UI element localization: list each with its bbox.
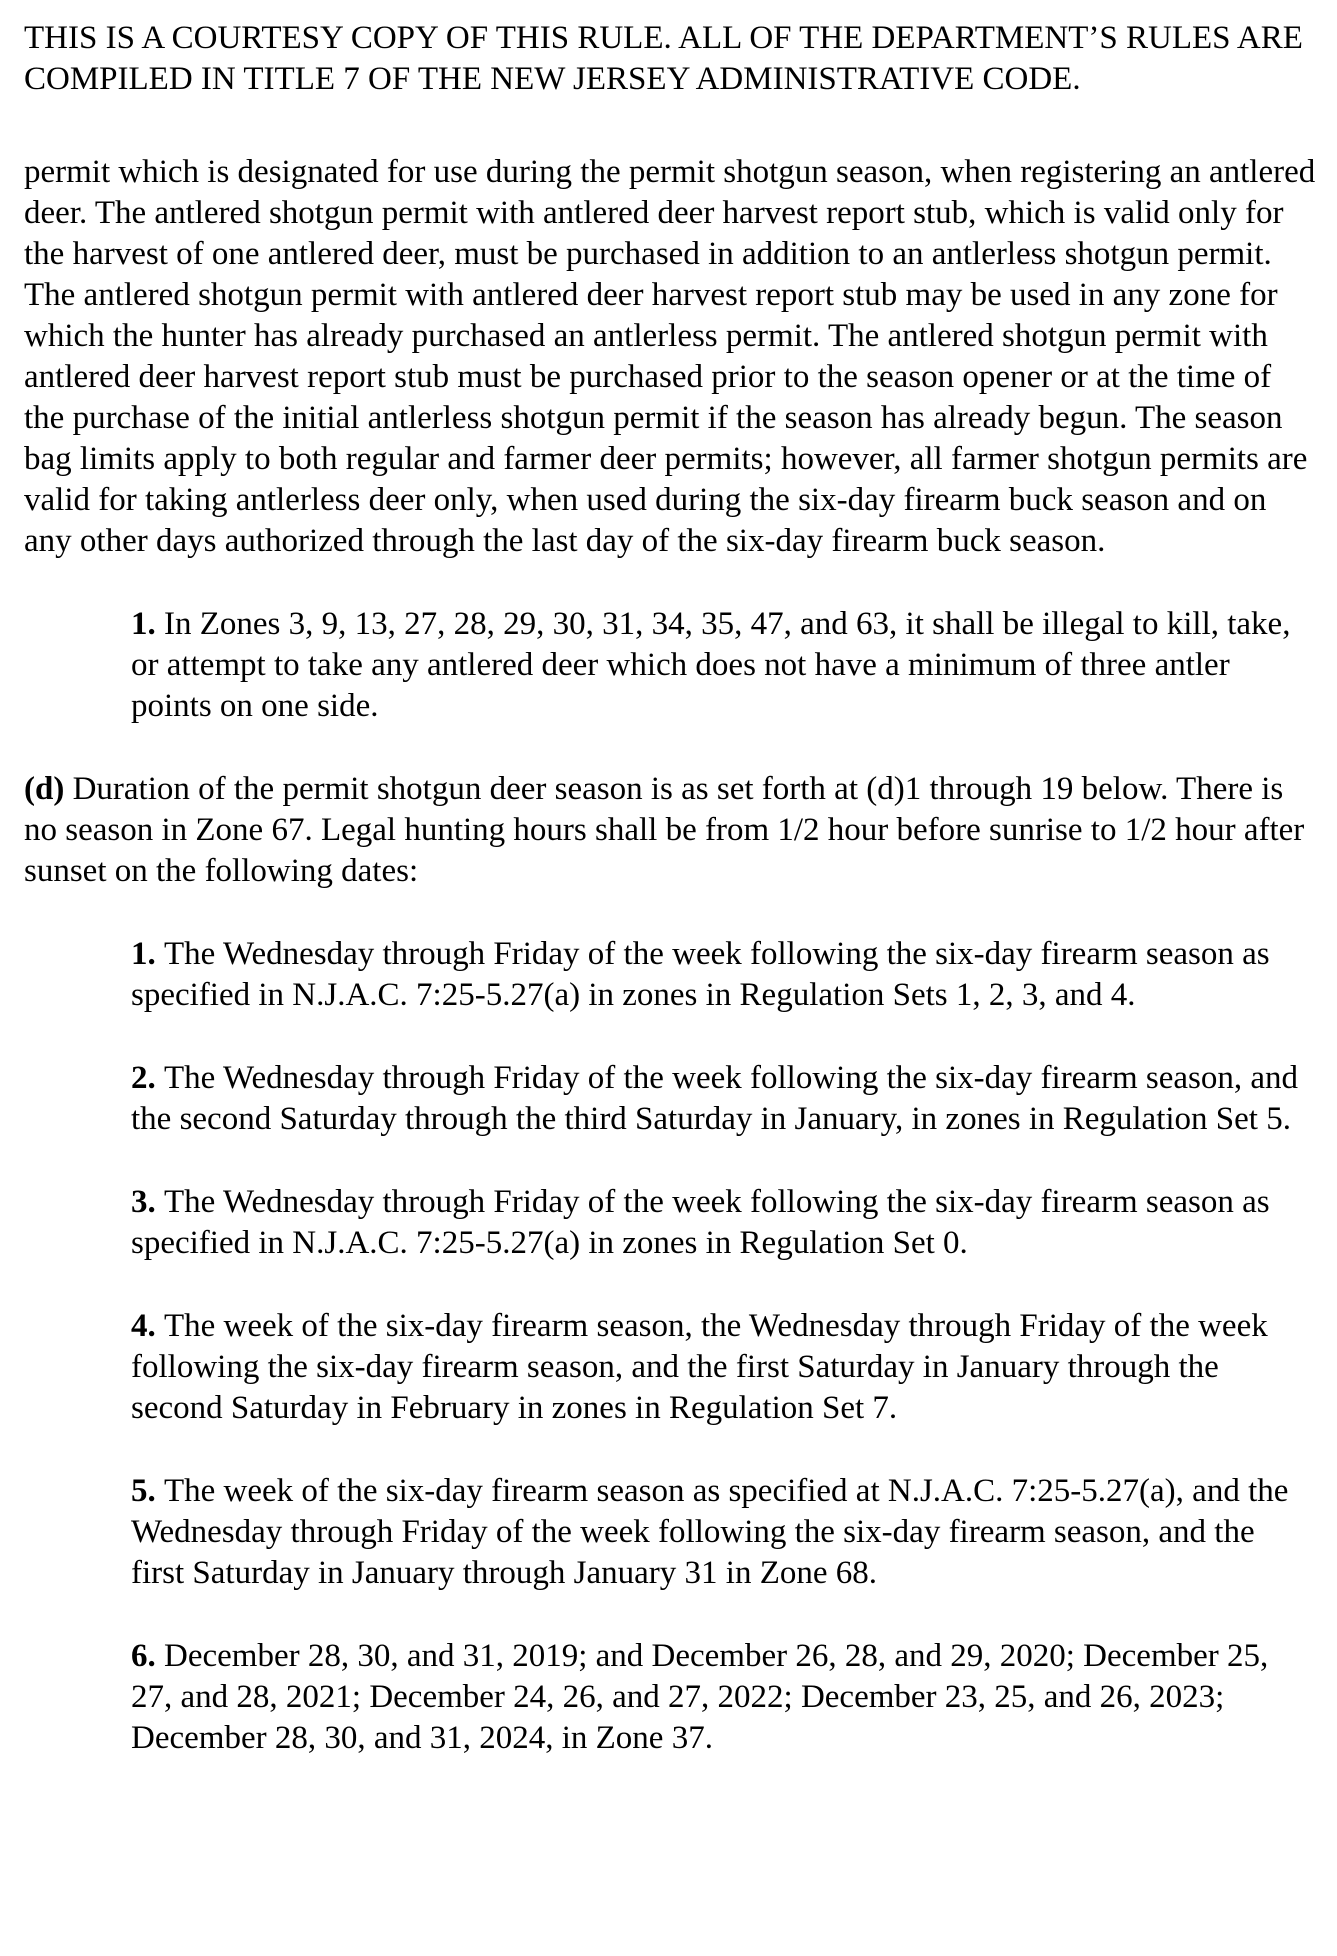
d-item-4-text: The week of the six-day firearm season, the Wednesday through Friday of the week following the six-day firearm season, and the first Saturday in January through the second Saturday in February in zones in Regulation Set 7. (131, 1308, 1268, 1426)
document-page (24, 18, 1319, 1759)
d-item-1 (131, 934, 1309, 1016)
d-item-2-text: The Wednesday through Friday of the week following the six-day firearm season, and the second Saturday through the third Saturday in January, in zones in Regulation Set 5. (131, 1060, 1299, 1137)
d-item-1-number: 1. (131, 936, 164, 972)
c-item-1-number: 1. (131, 606, 164, 642)
d-item-1-text: The Wednesday through Friday of the week following the six-day firearm season as specified in N.J.A.C. 7:25-5.27(a) in zones in Regulation Sets 1, 2, 3, and 4. (131, 936, 1270, 1013)
d-item-3-number: 3. (131, 1184, 164, 1220)
d-item-6-text: December 28, 30, and 31, 2019; and December 26, 28, and 29, 2020; December 25, 27, and 28, 2021; December 24, 26, and 27, 2022; December 23, 25, and 26, 2023; December 28, 30, and 31, 2024, in Zone 37. (131, 1638, 1269, 1756)
d-item-4 (131, 1306, 1309, 1429)
d-item-5-text: The week of the six-day firearm season as specified at N.J.A.C. 7:25-5.27(a), and the Wednesday through Friday of the week following the six-day firearm season, and the first Saturday in January through January 31 in Zone 68. (131, 1473, 1289, 1591)
section-d (24, 769, 1319, 892)
d-item-3-text: The Wednesday through Friday of the week following the six-day firearm season as specified in N.J.A.C. 7:25-5.27(a) in zones in Regulation Set 0. (131, 1184, 1270, 1261)
c-item-1 (131, 604, 1309, 727)
d-item-6-number: 6. (131, 1638, 164, 1674)
d-item-2-number: 2. (131, 1060, 164, 1096)
d-item-5 (131, 1471, 1309, 1594)
courtesy-copy-notice: THIS IS A COURTESY COPY OF THIS RULE. ALL OF THE DEPARTMENT’S RULES ARE COMPILED IN TITLE 7 OF THE NEW JERSEY ADMINISTRATIVE CODE. (24, 20, 1303, 97)
d-item-3 (131, 1182, 1309, 1264)
c-item-1-text: In Zones 3, 9, 13, 27, 28, 29, 30, 31, 34, 35, 47, and 63, it shall be illegal to kill, take, or attempt to take any antlered deer which does not have a minimum of three antler points on one side. (131, 606, 1291, 724)
d-item-4-number: 4. (131, 1308, 164, 1344)
intro-paragraph: permit which is designated for use during the permit shotgun season, when registering an antlered deer. The antlered shotgun permit with antlered deer harvest report stub, which is valid only for the harvest of one antlered deer, must be purchased in addition to an antlerless shotgun permit. The antlered shotgun permit with antlered deer harvest report stub may be used in any zone for which the hunter has already purchased an antlerless permit. The antlered shotgun permit with antlered deer harvest report stub must be purchased prior to the season opener or at the time of the purchase of the initial antlerless shotgun permit if the season has already begun. The season bag limits apply to both regular and farmer deer permits; however, all farmer shotgun permits are valid for taking antlerless deer only, when used during the six-day firearm buck season and on any other days authorized through the last day of the six-day firearm buck season. (24, 154, 1316, 559)
d-item-2 (131, 1058, 1309, 1140)
section-d-label: (d) (24, 771, 73, 807)
d-item-6 (131, 1636, 1309, 1759)
d-item-5-number: 5. (131, 1473, 164, 1509)
section-d-text: Duration of the permit shotgun deer season is as set forth at (d)1 through 19 below. There is no season in Zone 67. Legal hunting hours shall be from 1/2 hour before sunrise to 1/2 hour after sunset on the following dates: (24, 771, 1305, 889)
